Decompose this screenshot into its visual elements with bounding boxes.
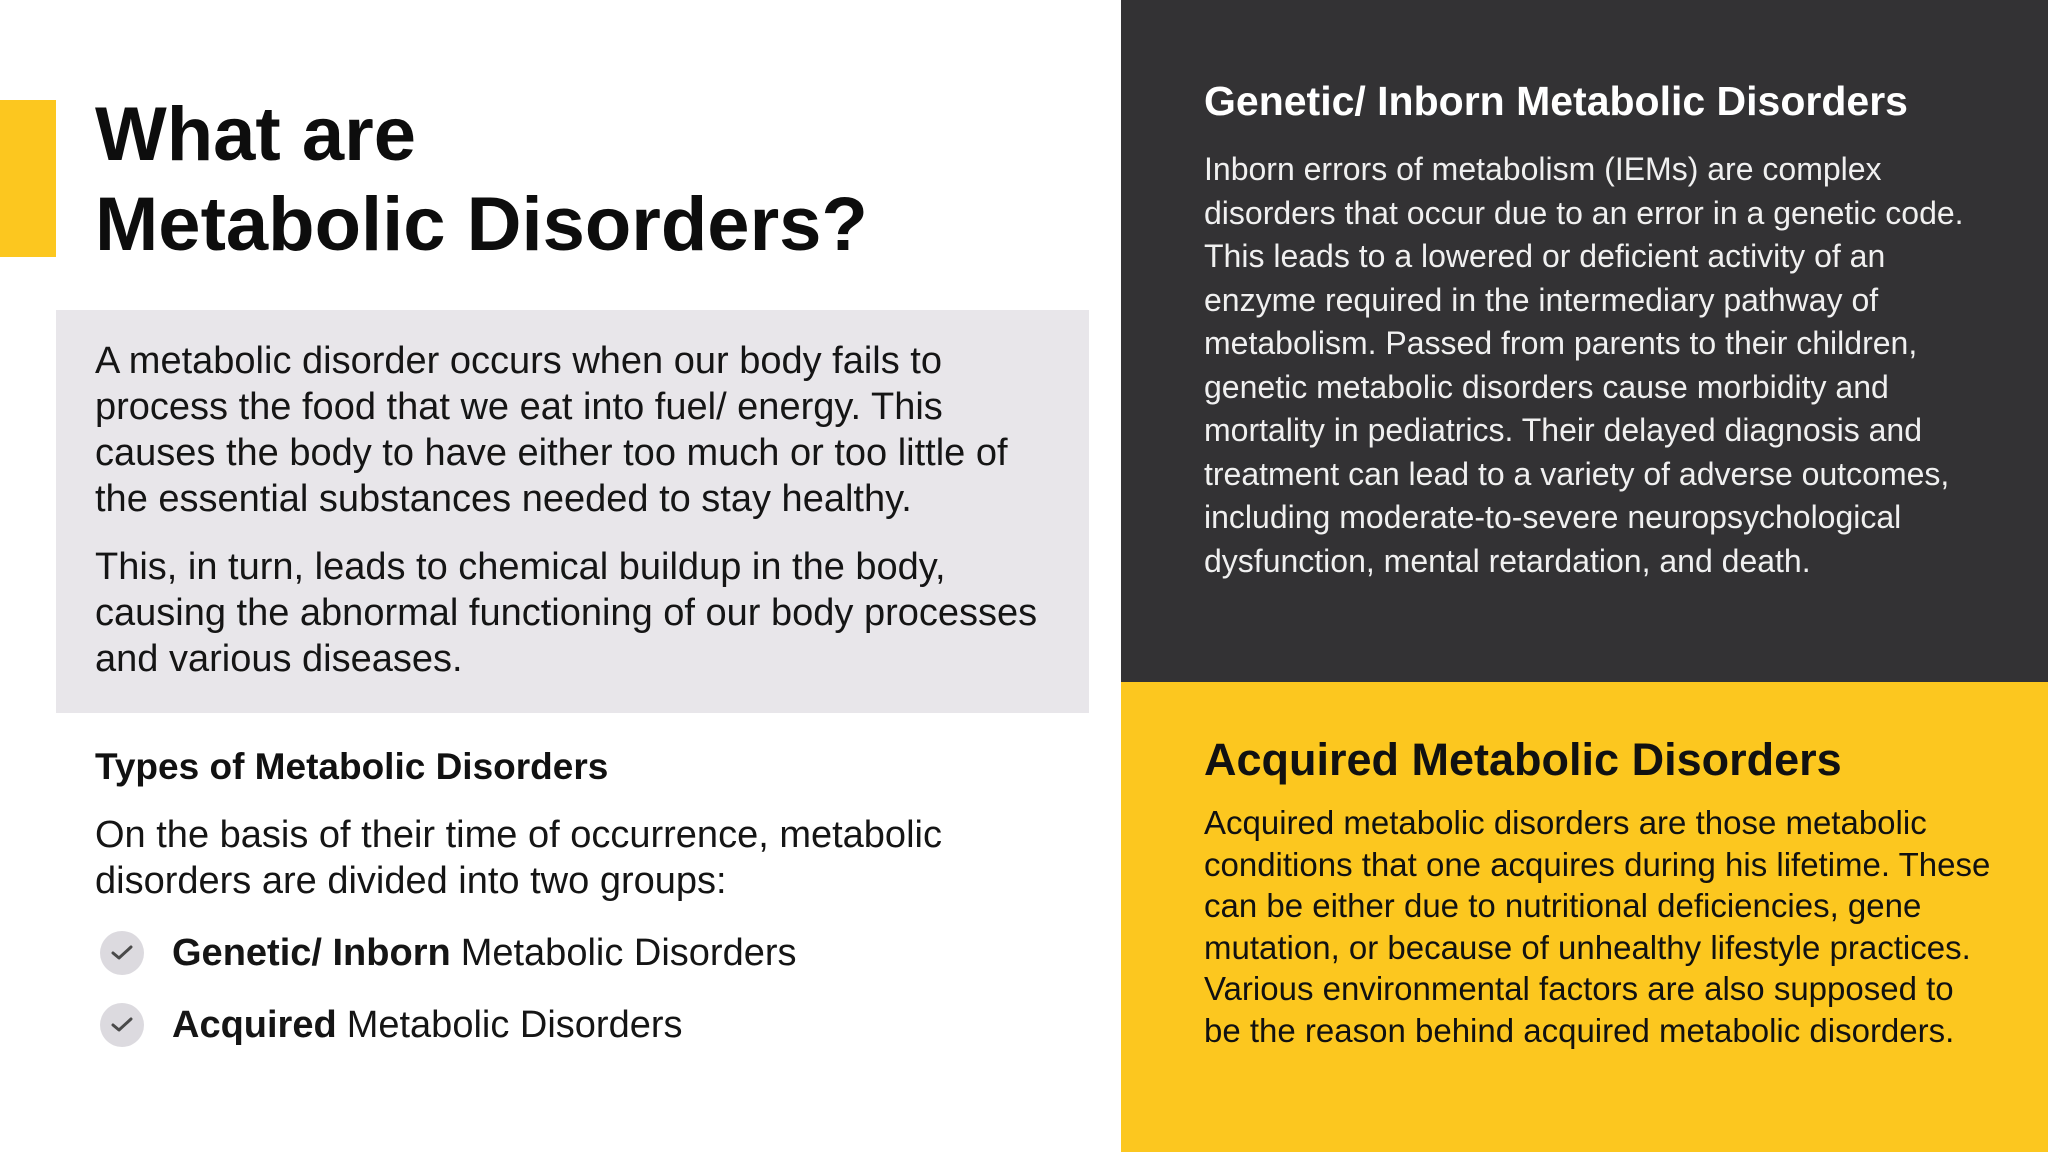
- intro-paragraph-1: A metabolic disorder occurs when our body fails to process the food that we eat into fuel/ energy. This causes the body to have either too much or too little of the essential substances needed to stay healthy.: [95, 340, 1008, 520]
- genetic-heading: Genetic/ Inborn Metabolic Disorders: [1204, 78, 1908, 124]
- list-item-text: Metabolic Disorders: [346, 1003, 683, 1046]
- types-heading: Types of Metabolic Disorders: [95, 746, 609, 787]
- list-item: [100, 928, 797, 978]
- acquired-heading: Acquired Metabolic Disorders: [1204, 734, 1842, 785]
- intro-box: [56, 310, 1089, 713]
- genetic-text: Inborn errors of metabolism (IEMs) are complex disorders that occur due to an error in a genetic code. This leads to a lowered or deficient activity of an enzyme required in the intermediary pathway of metabolism. Passed from parents to their children, genetic metabolic disorders cause morbidity and mortality in pediatrics. Their delayed diagnosis and treatment can lead to a variety of adverse outcomes, including moderate-to-severe neuropsychological dysfunction, mental retardation, and death.: [1204, 151, 1964, 579]
- types-intro-text: On the basis of their time of occurrence, metabolic disorders are divided into two groups:: [95, 814, 942, 902]
- acquired-text: Acquired metabolic disorders are those metabolic conditions that one acquires during his lifetime. These can be either due to nutritional deficiencies, gene mutation, or because of unhealthy lifestyle practices. Various environmental factors are also supposed to be the reason behind acquired metabolic disorders.: [1204, 804, 1991, 1049]
- accent-bar: [0, 100, 56, 257]
- list-item: [100, 1000, 797, 1050]
- list-item-text: Metabolic Disorders: [460, 931, 797, 974]
- list-item-bold: Genetic/ Inborn: [172, 931, 451, 974]
- genetic-panel: [1121, 0, 2048, 682]
- types-list: [100, 928, 797, 1072]
- acquired-panel: [1121, 682, 2048, 1152]
- page-title: [95, 90, 1095, 270]
- intro-paragraph-2: This, in turn, leads to chemical buildup in the body, causing the abnormal functioning of our body processes and various diseases.: [95, 546, 1038, 680]
- page-title-line-1: What are: [95, 92, 416, 177]
- list-item-bold: Acquired: [172, 1003, 337, 1046]
- check-icon: [100, 1003, 144, 1047]
- page-title-line-2: Metabolic Disorders?: [95, 182, 868, 267]
- check-icon: [100, 931, 144, 975]
